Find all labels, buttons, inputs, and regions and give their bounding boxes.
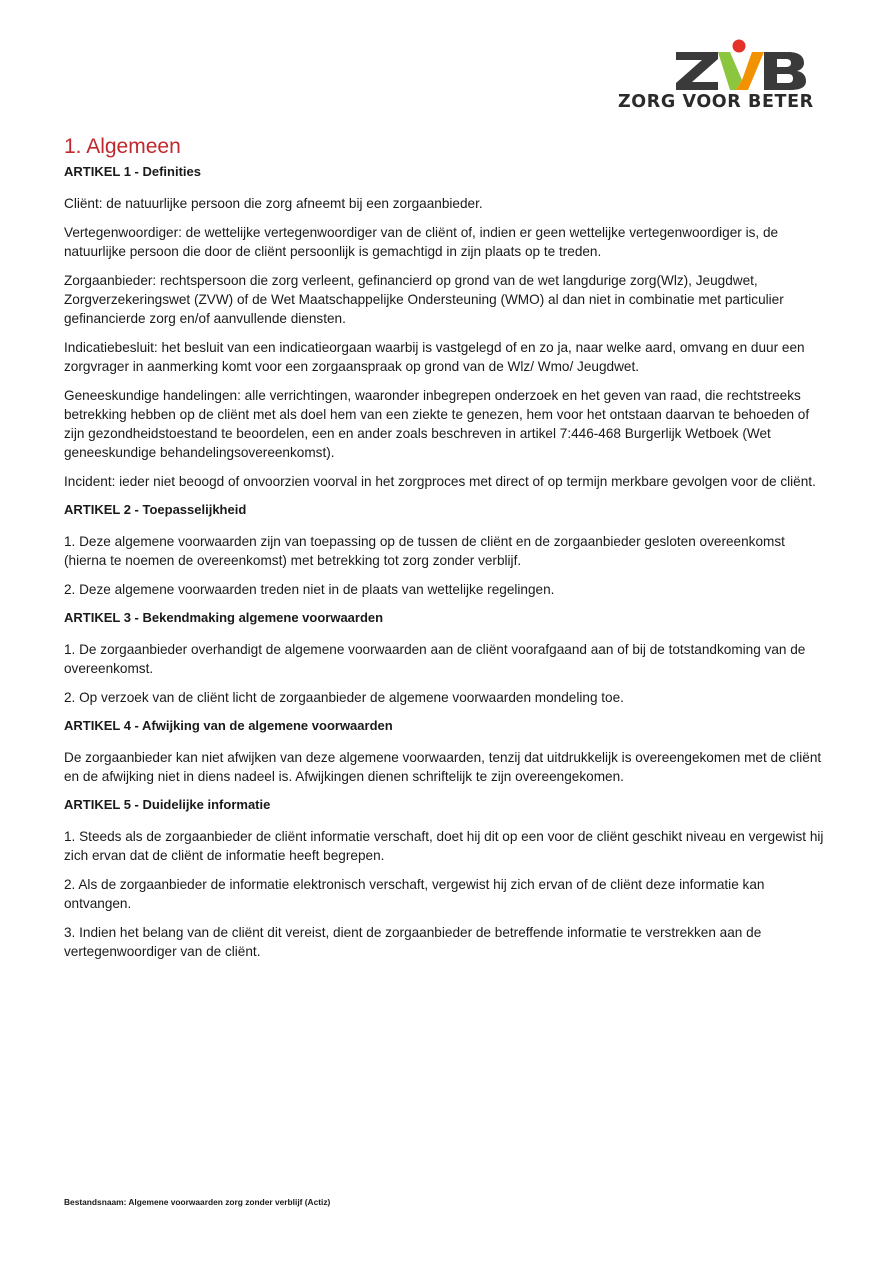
definition-geneeskundige-handelingen: Geneeskundige handelingen: alle verrichtingen, waaronder inbegrepen onderzoek en het geven van raad, die rechtstreeks betrekking hebben op de cliënt met als doel hem van een ziekte te genezen, hem voor het ontstaan daarvan te behoeden of zijn gezondheidstoestand te beoordelen, een en ander zoals beschreven in artikel 7:446-468 Burgerlijk Wetboek (Wet geneeskundige behandelingsovereenkomst). — [64, 388, 810, 460]
zvb-logo-mark — [618, 36, 852, 92]
article-3-paragraph: 2. Op verzoek van de cliënt licht de zorgaanbieder de algemene voorwaarden mondeling toe. — [64, 690, 624, 705]
article-5-paragraph: 3. Indien het belang van de cliënt dit vereist, dient de zorgaanbieder de betreffende informatie te verstrekken aan de vertegenwoordiger van de cliënt. — [64, 925, 762, 959]
article-1-title: ARTIKEL 1 - Definities — [64, 164, 202, 179]
logo-letter-b — [764, 52, 806, 90]
definition-zorgaanbieder: Zorgaanbieder: rechtspersoon die zorg verleent, gefinancierd op grond van de wet langdurige zorg(Wlz), Jeugdwet, Zorgverzekeringswet (ZVW) of de Wet Maatschappelijke Ondersteuning (WMO) al dan niet in combinatie met particulier gefinancierde zorg en/of aanvullende diensten. — [64, 273, 784, 326]
logo-letter-z — [676, 52, 718, 90]
document-body — [64, 134, 824, 971]
logo-letter-v-right — [736, 52, 764, 90]
article-4-paragraph: De zorgaanbieder kan niet afwijken van deze algemene voorwaarden, tenzij dat uitdrukkelijk is overeengekomen met de cliënt en de afwijking niet in diens nadeel is. Afwijkingen dienen schriftelijk te zijn overeengekomen. — [64, 750, 822, 784]
article-2-title: ARTIKEL 2 - Toepasselijkheid — [64, 502, 247, 517]
article-3-title: ARTIKEL 3 - Bekendmaking algemene voorwaarden — [64, 610, 384, 625]
article-5-title: ARTIKEL 5 - Duidelijke informatie — [64, 797, 271, 812]
logo-red-dot — [733, 40, 746, 53]
logo-letter-v-left — [718, 52, 742, 90]
definition-incident: Incident: ieder niet beoogd of onvoorzien voorval in het zorgproces met direct of op termijn merkbare gevolgen voor de cliënt. — [64, 474, 816, 489]
article-5-paragraph: 1. Steeds als de zorgaanbieder de cliënt informatie verschaft, doet hij dit op een voor de cliënt geschikt niveau en vergewist hij zich ervan dat de cliënt de informatie heeft begrepen. — [64, 829, 824, 863]
page-footer: Bestandsnaam: Algemene voorwaarden zorg zonder verblijf (Actiz) — [64, 1197, 331, 1207]
article-3-paragraph: 1. De zorgaanbieder overhandigt de algemene voorwaarden aan de cliënt voorafgaand aan of bij de totstandkoming van de overeenkomst. — [64, 642, 806, 676]
article-2-paragraph: 1. Deze algemene voorwaarden zijn van toepassing op de tussen de cliënt en de zorgaanbieder gesloten overeenkomst (hierna te noemen de overeenkomst) met betrekking tot zorg zonder verblijf. — [64, 534, 785, 568]
definition-client: Cliënt: de natuurlijke persoon die zorg afneemt bij een zorgaanbieder. — [64, 196, 483, 211]
article-4-title: ARTIKEL 4 - Afwijking van de algemene voorwaarden — [64, 718, 393, 733]
article-5-paragraph: 2. Als de zorgaanbieder de informatie elektronisch verschaft, vergewist hij zich ervan of de cliënt deze informatie kan ontvangen. — [64, 877, 765, 911]
article-2-paragraph: 2. Deze algemene voorwaarden treden niet in de plaats van wettelijke regelingen. — [64, 582, 555, 597]
logo-text: ZORG VOOR BETER — [618, 92, 814, 112]
definition-indicatiebesluit: Indicatiebesluit: het besluit van een indicatieorgaan waarbij is vastgelegd of en zo ja, naar welke aard, omvang en duur een zorgvrager in aanmerking komt voor een zorgaanspraak op grond van de Wlz/ Wmo/ Jeugdwet. — [64, 340, 805, 374]
section-heading: 1. Algemeen — [64, 135, 181, 158]
definition-vertegenwoordiger: Vertegenwoordiger: de wettelijke vertegenwoordiger van de cliënt of, indien er geen wettelijke vertegenwoordiger is, de natuurlijke persoon die door de cliënt persoonlijk is gemachtigd in zijn plaats op te treden. — [64, 225, 779, 259]
company-logo — [618, 36, 852, 118]
